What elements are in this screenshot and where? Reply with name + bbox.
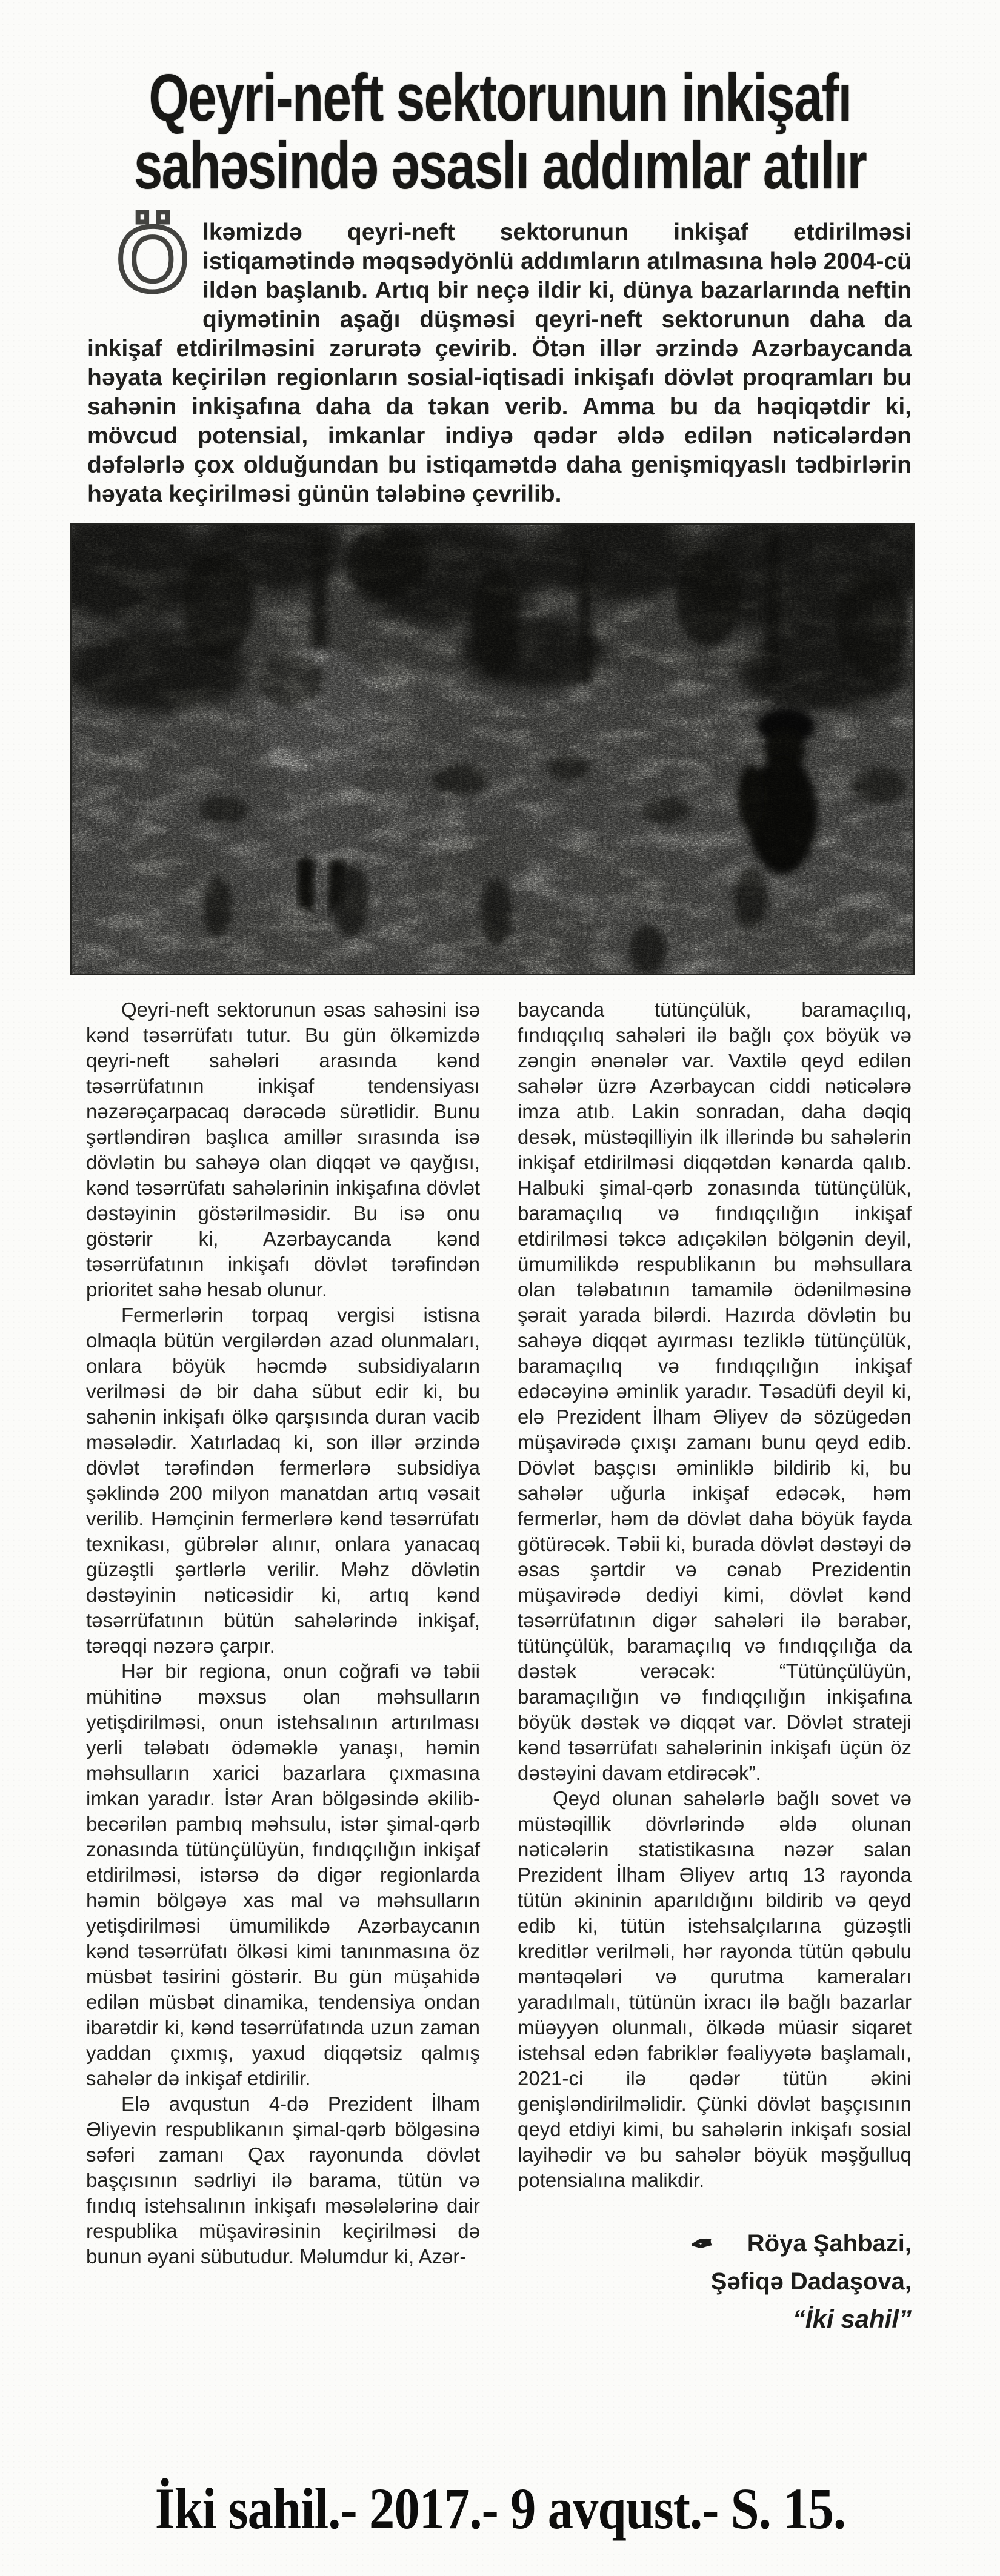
paragraph: Hər bir regiona, onun coğrafi və təbii mühitinə məxsus olan məhsulların yetişdirilməsi, onun istehsalının artırılması yerli tələbatı ödəməklə yanaşı, həmin məhsulların xarici bazarlara çıxmasına imkan yaradır. İstər Aran bölgəsində əkilib-becərilən pambıq məhsulu, istər şimal-qərb zonasında tütünçülüyün, fındıqçılığın inkişaf etdirilməsi, istərsə də digər regionlarda həmin bölgəyə xas mal və məhsulların yetişdirilməsi ümumilikdə Azərbaycanın kənd təsərrüfatı ölkəsi kimi tanınmasına öz müsbət təsirini göstərir. Bu gün müşahidə edilən müsbət dinamika, tendensiya ondan ibarətdir ki, kənd təsərrüfatında uzun zaman yaddan çıxmış, yaxud diqqətsiz qalmış sahələr də inkişaf etdirilir.: [86, 1660, 480, 2090]
byline-source: “İki sahil”: [792, 2305, 912, 2333]
byline-first-author-row: [518, 2225, 912, 2263]
citation-footer: [0, 2475, 1000, 2542]
paragraph: baycanda tütünçülük, baramaçılıq, fındıqçılıq sahələri ilə bağlı çox böyük və zəngin ənənələr var. Vaxtilə qeyd edilən sahələr üzrə Azərbaycan ciddi nəticələrə imza atıb. Lakin sonradan, daha dəqiq desək, müstəqilliyin ilk illərində bu sahələrin inkişaf etdirilməsi diqqətdən kənarda qalıb. Halbuki şimal-qərb zonasında tütünçülük, baramaçılıq və fındıqçılığın inkişaf etdirilməsi təkcə adıçəkilən bölgənin deyil, ümumilikdə respublikanın bu məhsullara olan tələbatının tamamilə ödənilməsinə şərait yarada bilərdi. Hazırda dövlətin bu sahəyə diqqət ayırması tezliklə tütünçülük, baramaçılıq və fındıqçılığın inkişaf edəcəyinə əminlik yaradır. Təsadüfi deyil ki, elə Prezident İlham Əliyev də sözügedən müşavirədə çıxışı zamanı bunu qeyd edib. Dövlət başçısı əminliklə bildirib ki, bu sahələr uğurla inkişaf edəcək, həm fermerlər, həm də dövlət daha böyük fayda götürəcək. Təbii ki, burada dövlət dəstəyi də əsas şərtdir və cənab Prezidentin müşavirədə dediyi kimi, dövlət kənd təsərrüfatının digər sahələri ilə bərabər, tütünçülük, baramaçılıq və fındıqçılığa da dəstək verəcək: “Tütünçülüyün, baramaçılığın və fındıqçılığın inkişafına böyük dəstək və diqqət var. Dövlət strateji kənd təsərrüfatı sahələrinin inkişafı üçün öz dəstəyini davam etdirəcək”.: [518, 998, 912, 1784]
lead-paragraph: [87, 208, 912, 509]
headline-line-2: sahəsində əsaslı addımlar atılır: [133, 128, 867, 204]
dropcap-letter: Ö: [116, 208, 189, 311]
paragraph: Qeyri-neft sektorunun əsas sahəsini isə kənd təsərrüfatı tutur. Bu gün ölkəmizdə qeyri-neft sahələri arasında kənd təsərrüfatının inkişaf tendensiyası nəzərəçarpacaq dərəcədə sürətlidir. Bunu şərtləndirən başlıca amillər sırasında isə dövlətin bu sahəyə olan diqqət və qayğısı, kənd təsərrüfatı sahələrinin inkişafına dövlət dəstəyinin göstərilməsidir. Bu isə onu göstərir ki, Azərbaycanda kənd təsərrüfatının inkişafı dövlət tərəfindən prioritet sahə hesab olunur.: [86, 998, 480, 1301]
lead-text: lkəmizdə qeyri-neft sektorunun inkişaf etdirilməsi istiqamətində məqsədyönlü addımların atılmasına hələ 2004-cü ildən başlanıb. Artıq bir neçə ildir ki, dünya bazarlarında neftin qiymətinin aşağı düşməsi qeyri-neft sektorunun daha da inkişaf etdirilməsini zərurətə çevirib. Ötən illər ərzində Azərbaycanda həyata keçirilən regionların sosial-iqtisadi inkişafı dövlət proqramları bu sahənin inkişafına daha da təkan verib. Amma bu da həqiqətdir ki, mövcud potensial, imkanlar indiyə qədər əldə edilən nəticələrdən dəfələrlə çox olduğundan bu istiqamətdə daha genişmiqyaslı tədbirlərin həyata keçirilməsi günün tələbinə çevrilib.: [87, 219, 912, 507]
byline: [518, 2225, 912, 2338]
dropcap: [114, 208, 192, 311]
paragraph: Qeyd olunan sahələrlə bağlı sovet və müstəqillik dövrlərində əldə olunan nəticələrin statistikasına nəzər salan Prezident İlham Əliyev artıq 13 rayonda tütün əkininin aparıldığını bildirib və qeyd edib ki, tütün istehsalçılarına güzəştli kreditlər verilməli, hər rayonda tütün qəbulu məntəqələri və qurutma kameraları yaradılmalı, tütünün ixracı ilə bağlı bazarlar müəyyən olunmalı, ölkədə müasir siqaret istehsal edən fabriklər fəaliyyətə başlamalı, 2021-ci ilə qədər tütün əkini genişləndirilməlidir. Çünki dövlət başçısının qeyd etdiyi kimi, bu sahələrin inkişafı sosial layihədir və bu sahələr böyük məşğulluq potensialına malikdir.: [518, 1787, 912, 2191]
column-right: [518, 997, 912, 2338]
article-headline: [0, 0, 1000, 204]
paragraph: Elə avqustun 4-də Prezident İlham Əliyevin respublikanın şimal-qərb bölgəsinə səfəri zamanı Qax rayonunda dövlət başçısının sədrliyi ilə barama, tütün və fındıq istehsalının inkişafı məsələlərinə dair respublika müşavirəsinin keçirilməsi də bunun əyani sübutudur. Məlumdur ki, Azər-: [86, 2093, 480, 2268]
headline-line-1: Qeyri-neft sektorunun inkişafı: [148, 61, 852, 136]
pen-icon: ✒: [687, 2226, 716, 2262]
column-left: [86, 997, 480, 2269]
field-photo: [70, 523, 915, 975]
article-body: [86, 997, 912, 2409]
byline-author-2: Şəfiqə Dadaşova,: [710, 2268, 912, 2295]
paragraph: Fermerlərin torpaq vergisi istisna olmaqla bütün vergilərdən azad olunmaları, onlara böyük həcmdə subsidiyaların verilməsi də bir daha sübut edir ki, bu sahənin inkişafı ölkə qarşısında duran vacib məsələdir. Xatırladaq ki, son illər ərzində dövlət tərəfindən fermerlərə subsidiya şəklində 200 milyon manatdan artıq vəsait verilib. Həmçinin fermerlərə kənd təsərrüfatı texnikası, gübrələr alınır, onlara yanacaq güzəştli şərtlərlə verilir. Məhz dövlətin dəstəyinin nəticəsidir ki, artıq kənd təsərrüfatının bütün sahələrində inkişaf, tərəqqi nəzərə çarpır.: [86, 1304, 480, 1657]
citation-text: İki sahil.- 2017.- 9 avqust.- S. 15.: [155, 2476, 845, 2541]
byline-author-1: Röya Şahbazi,: [747, 2230, 912, 2257]
field-photo-art: [72, 525, 913, 974]
